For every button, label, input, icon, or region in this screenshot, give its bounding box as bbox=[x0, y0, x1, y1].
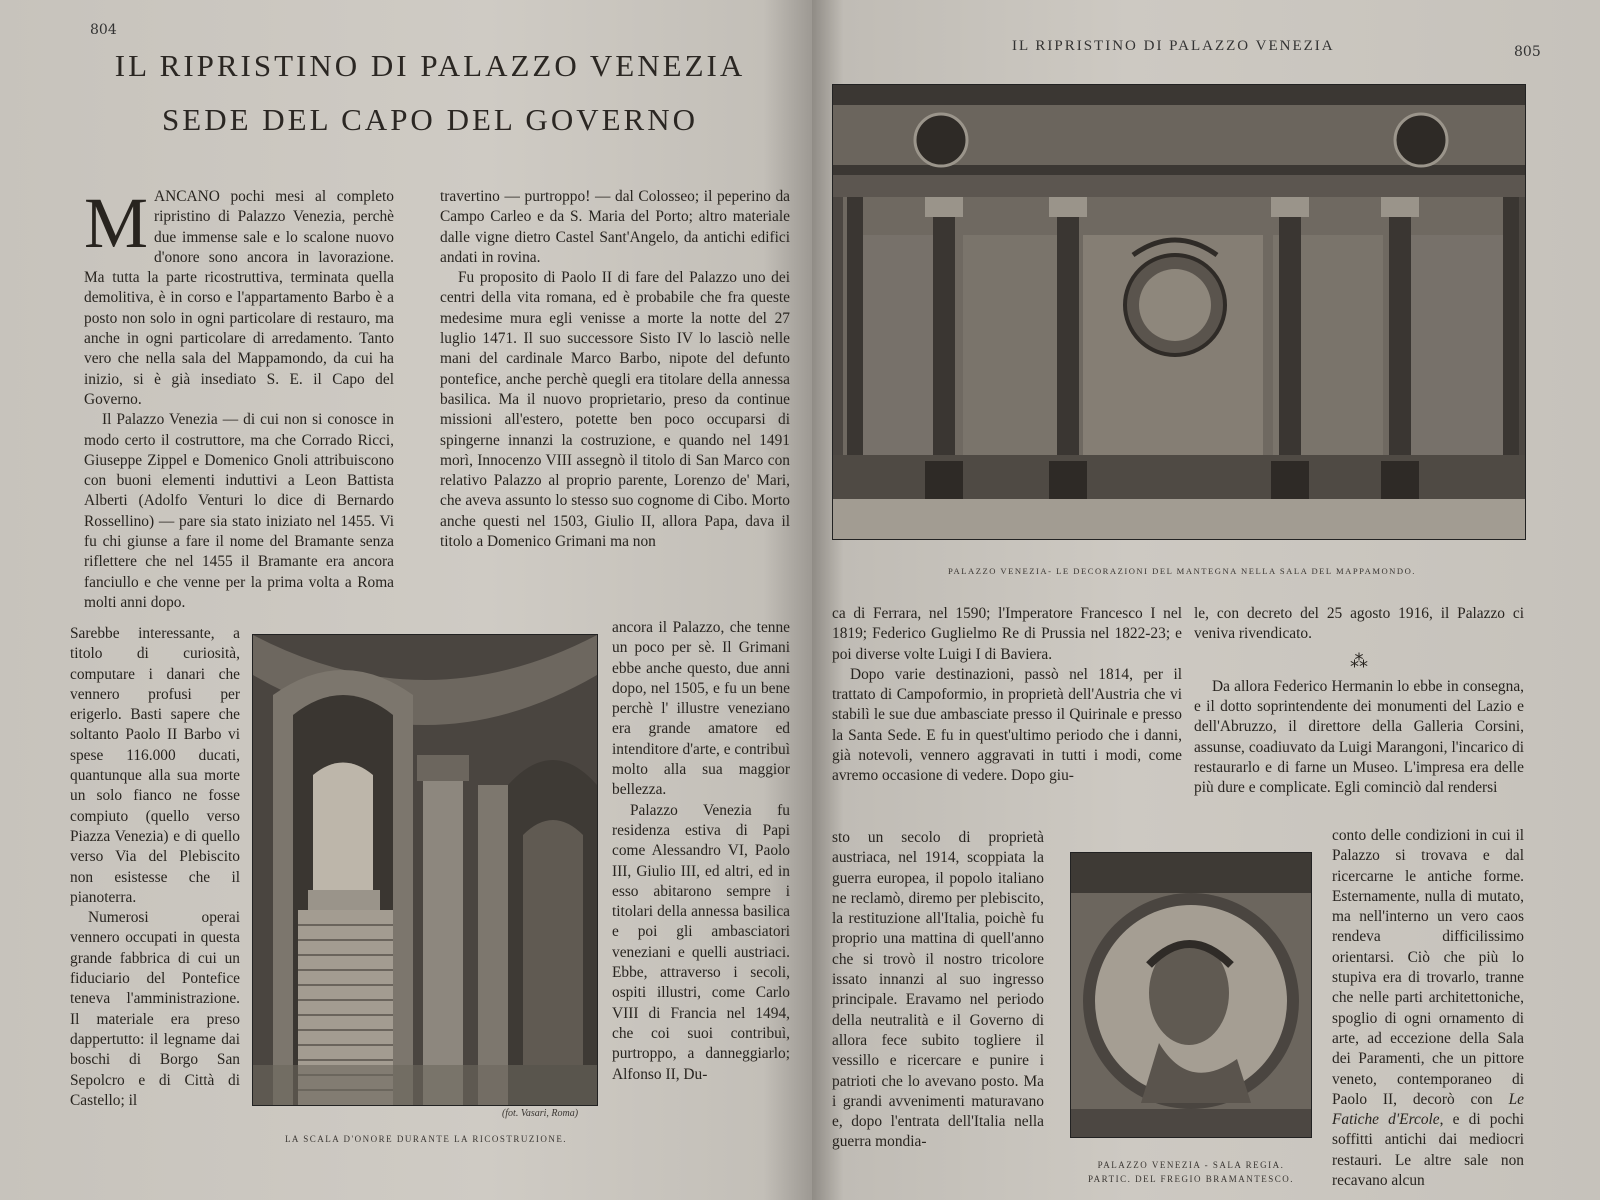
left-column-1-narrow bbox=[70, 624, 240, 1111]
paragraph: sto un secolo di proprietà austriaca, nel 1914, scoppiata la guerra europea, il popolo italiano ne reclamò, diremo per plebiscito, la restituzione all'Italia, poichè fu proprio una mattina di quell'anno che si trovò il nostro tricolore issato innanzi al suo ingresso principale. Eravamo nel periodo della neutralità e il Governo di allora fece subito togliere il vessillo e ricercare e punire i patrioti che lo avevano posto. Ma i grandi avvenimenti maturavano e, dopo l'entrata dell'Italia nella guerra mondia- bbox=[832, 829, 1044, 1151]
paragraph-part: conto delle condizioni in cui il Palazzo si trovava e dal ricercarne le antiche forme. Esternamente, nulla di mutato, ma nell'interno un vero caos rendeva difficilissimo orientarsi. Ciò che più lo stupiva era di trovarlo, tranne che nelle parti architettoniche, spoglio di ogni ornamento di arte, ad eccezione della Sala dei Paramenti, che un pittore veneto, contemporaneo di Paolo II, decorò con bbox=[1332, 827, 1524, 1108]
left-column-2-narrow bbox=[612, 618, 790, 1085]
paragraph: Dopo varie destinazioni, passò nel 1814, per il trattato di Campoformio, in proprietà dell'Austria che vi stabilì le sue due ambasciate presso il Quirinale e presso la Santa Sede. E fu in quest'ultimo periodo che i danni, già notevoli, vennero aggravati in tutti i modi, come avremo occasione di vedere. Dopo giu- bbox=[832, 665, 1182, 785]
medallion-caption-line-2: PARTIC. DEL FREGIO BRAMANTESCO. bbox=[1087, 1174, 1295, 1184]
staircase-caption: LA SCALA D'ONORE DURANTE LA RICOSTRUZIONE. bbox=[284, 1134, 568, 1144]
paragraph: le, con decreto del 25 agosto 1916, il Palazzo ci veniva rivendicato. bbox=[1194, 605, 1524, 643]
running-head: IL RIPRISTINO DI PALAZZO VENEZIA bbox=[1012, 38, 1335, 54]
paragraph: ancora il Palazzo, che tenne un poco per sè. Il Grimani ebbe anche questo, due anni dopo, nel 1505, e fu un bene perchè l' illustre veneziano era grande amatore ed intenditore d'arte, e contribuì molto alla sua maggior bellezza. bbox=[612, 619, 790, 799]
page-number: 805 bbox=[1514, 44, 1541, 60]
paragraph: Fu proposito di Paolo II di fare del Palazzo uno dei centri della vita romana, ed è probabile che fra queste medesime mura egli venisse a morte la notte del 27 luglio 1471. Il suo successore Sisto IV lo lasciò nelle mani del cardinale Marco Barbo, nipote del defunto pontefice, anche perchè quegli era titolare della annessa basilica. Ma il nuovo proprietario, preso da continue missioni all'estero, potette ben poco occuparsi di spingerne innanzi la costruzione, e quando nel 1491 morì, Innocenzo VIII assegnò il titolo di San Marco con relativo Palazzo al proprio parente, Lorenzo de' Mari, che aveva assunto lo stesso suo cognome di Cibo. Morto anche questi nel 1503, Giulio II, allora Papa, dava il titolo a Domenico Grimani ma non bbox=[440, 269, 790, 551]
paragraph: Il Palazzo Venezia — di cui non si conosce in modo certo il costruttore, ma che Corrado Ricci, Giuseppe Zippel e Domenico Gnoli attribuiscono con buoni elementi induttivi a Leon Battista Alberti (Adolfo Venturi lo dice di Bernardo Rossellino) — pare sia stato iniziato nel 1455. Vi fu chi giunse a fare il nome del Bramante senza riflettere che nel 1455 il Bramante era ancora fanciullo e che venne per la prima volta a Roma molti anni dopo. bbox=[84, 411, 394, 611]
paragraph-part: , e di pochi soffitti antichi dai mediocri restauri. Le altre sale non recavano alcun bbox=[1332, 1111, 1524, 1190]
right-column-2-top bbox=[1194, 604, 1524, 799]
staircase-photo bbox=[252, 634, 598, 1106]
paragraph: Sarebbe interessante, a titolo di curiosità, computare i danari che vennero profusi per erigerlo. Basti sapere che soltanto Paolo II Barbo vi spese 116.000 ducati, quantunque alla sua morte un solo fianco ne fosse compiuto (quello verso Piazza Venezia) e di quello verso Via del Plebiscito non esistesse che il pianoterra. bbox=[70, 625, 240, 906]
paragraph: Palazzo Venezia fu residenza estiva di Papi come Alessandro VI, Paolo III, Giulio III, ed altri, ed in esso abitarono sempre i titolari della annessa basilica e poi gli ambasciatori veneziani e quelli austriaci. Ebbe, attraverso i secoli, ospiti illustri, come Carlo VIII di Francia nel 1494, che coi suoi contribuì, purtroppo, a danneggiarlo; Alfonso II, Du- bbox=[612, 801, 790, 1083]
drop-cap: M bbox=[84, 183, 149, 263]
medallion-photo bbox=[1070, 852, 1312, 1138]
mantegna-caption: PALAZZO VENEZIA- LE DECORAZIONI DEL MANTEGNA NELLA SALA DEL MAPPAMONDO. bbox=[948, 566, 1416, 576]
right-page bbox=[812, 0, 1600, 1200]
ornament: ⁂ bbox=[1350, 650, 1368, 671]
italic-title: Le Fatiche d'Ercole bbox=[1332, 1090, 1524, 1129]
laureate-head-illustration bbox=[1071, 853, 1311, 1137]
mantegna-photo bbox=[832, 84, 1526, 540]
photo-credit: (fot. Vasari, Roma) bbox=[501, 1108, 579, 1119]
paragraph: ca di Ferrara, nel 1590; l'Imperatore Francesco I nel 1819; Federico Guglielmo Re di Prussia nel 1822-23; e poi diverse volte Luigi I di Baviera. bbox=[832, 605, 1182, 663]
article-title-line-2: SEDE DEL CAPO DEL GOVERNO bbox=[162, 102, 698, 137]
right-column-1-narrow bbox=[832, 828, 1044, 1153]
right-column-2-narrow bbox=[1332, 826, 1524, 1191]
left-column-2-top bbox=[440, 187, 790, 552]
paragraph: Numerosi operai vennero occupati in questa grande fabbrica di cui un fiduciario del Pontefice teneva l'amministrazione. Il materiale era preso dappertutto: il legname dai boschi di Borgo San Sepolcro e di Città di Castello; il bbox=[70, 909, 240, 1109]
page-number: 804 bbox=[90, 22, 117, 38]
paragraph: Da allora Federico Hermanin lo ebbe in consegna, e il dotto soprintendente dei monumenti del Lazio e dell'Abruzzo, il direttore della Galleria Corsini, assunse, coadiuvato da Luigi Marangoni, l'incarico di restaurarlo e di farne un Museo. L'impresa era delle più dure e complicate. Egli cominciò dal rendersi bbox=[1194, 677, 1524, 797]
left-column-1-top bbox=[84, 183, 394, 613]
hall-decoration-illustration bbox=[833, 85, 1525, 539]
paragraph: travertino — purtroppo! — dal Colosseo; il peperino da Campo Carleo e da S. Maria del Porto; altro materiale dalle vigne dietro Castel Sant'Angelo, da antichi edifici andati in rovina. bbox=[440, 188, 790, 266]
paragraph: ANCANO pochi mesi al completo ripristino di Palazzo Venezia, perchè due immense sale e lo scalone nuovo d'onore sono ancora in lavorazione. Ma tutta la parte ricostruttiva, terminata quella demolitiva, è in corso e l'appartamento Barbo è a posto non solo in ogni particolare di restauro, ma anche in ogni particolare di arredamento. Tanto vero che nella sala del Mappamondo, da cui ha inizio, si è già insediato S. E. il Capo del Governo. bbox=[84, 188, 394, 408]
article-title-line-1: IL RIPRISTINO DI PALAZZO VENEZIA bbox=[114, 48, 746, 83]
medallion-caption-line-1: PALAZZO VENEZIA - SALA REGIA. bbox=[1097, 1160, 1285, 1170]
staircase-illustration bbox=[253, 635, 597, 1105]
right-column-1-top bbox=[832, 604, 1182, 787]
